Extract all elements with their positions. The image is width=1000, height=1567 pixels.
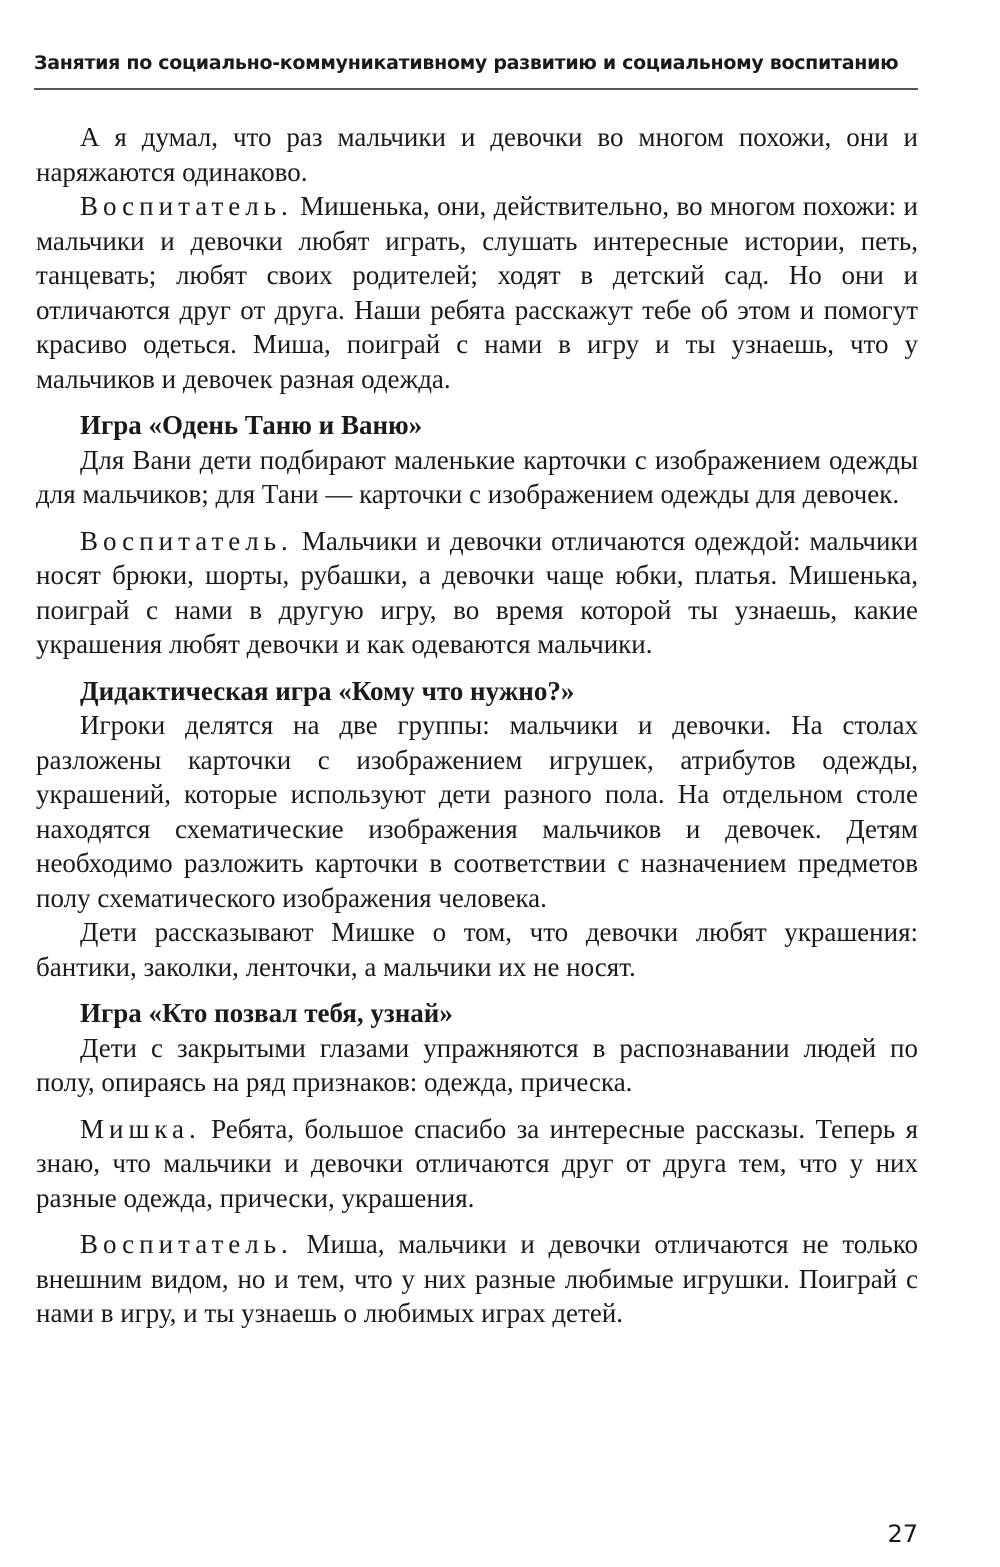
paragraph-text: Мишенька, они, действительно, во многом похожи: и мальчики и девочки любят играть, слушать интересные истории, петь, танцевать; любят своих родителей; ходят в детский сад. Но они и отличаются друг от друга. Наши ребята расскажут тебе об этом и помогут красиво одеться. Миша, поиграй с нами в игру и ты узнаешь, что у мальчиков и девочек разная одежда. — [36, 191, 918, 394]
paragraph — [36, 1112, 918, 1216]
paragraph-text: Миша, мальчики и девочки отличаются не только внешним видом, но и тем, что у них разные любимые игрушки. Поиграй с нами в игру, и ты узнаешь о любимых играх детей. — [36, 1229, 918, 1328]
speaker-label: Мишка. — [80, 1113, 201, 1144]
section-heading: Игра «Одень Таню и Ваню» — [80, 410, 423, 440]
paragraph — [36, 189, 918, 396]
paragraph-text: Мальчики и девочки отличаются одеждой: мальчики носят брюки, шорты, рубашки, а девочки чаще юбки, платья. Мишенька, поиграй с нами в другую игру, во время которой ты узнаешь, какие украшения любят девочки и как одеваются мальчики. — [36, 525, 918, 659]
speaker-label: Воспитатель. — [80, 1229, 293, 1259]
paragraph: Дети рассказывают Мишке о том, что девочки любят украшения: бантики, заколки, ленточки, а мальчики их не носят. — [36, 917, 918, 982]
running-header: Занятия по социально-коммуникативному развитию и социальному воспитанию — [34, 52, 899, 74]
section-heading: Игра «Кто позвал тебя, узнай» — [80, 998, 453, 1028]
header-rule — [34, 88, 918, 90]
page-body — [36, 120, 918, 1331]
paragraph-text: Ребята, большое спасибо за интересные рассказы. Теперь я знаю, что мальчики и девочки отличаются друг от друга тем, что у них разные одежда, прически, украшения. — [36, 1113, 918, 1213]
paragraph: Для Вани дети подбирают маленькие карточки с изображением одежды для мальчиков; для Тани — карточки с изображением одежды для девочек. — [36, 444, 918, 509]
speaker-label: Воспитатель. — [80, 191, 293, 221]
page-number: 27 — [887, 1520, 918, 1548]
section-heading: Дидактическая игра «Кому что нужно?» — [80, 675, 575, 706]
paragraph: А я думал, что раз мальчики и девочки во многом похожи, они и наряжаются одинаково. — [36, 122, 918, 187]
paragraph — [36, 1227, 918, 1331]
speaker-label: Воспитатель. — [80, 525, 293, 556]
paragraph: Игроки делятся на две группы: мальчики и девочки. На столах разложены карточки с изображением игрушек, атрибутов одежды, украшений, которые используют дети разного пола. На отдельном столе находятся схематические изображения мальчиков и девочек. Детям необходимо разложить карточки в соответствии с назначением предметов полу схематического изображения человека. — [36, 710, 918, 913]
paragraph — [36, 524, 918, 662]
paragraph: Дети с закрытыми глазами упражняются в распознавании людей по полу, опираясь на ряд признаков: одежда, прическа. — [36, 1032, 918, 1097]
